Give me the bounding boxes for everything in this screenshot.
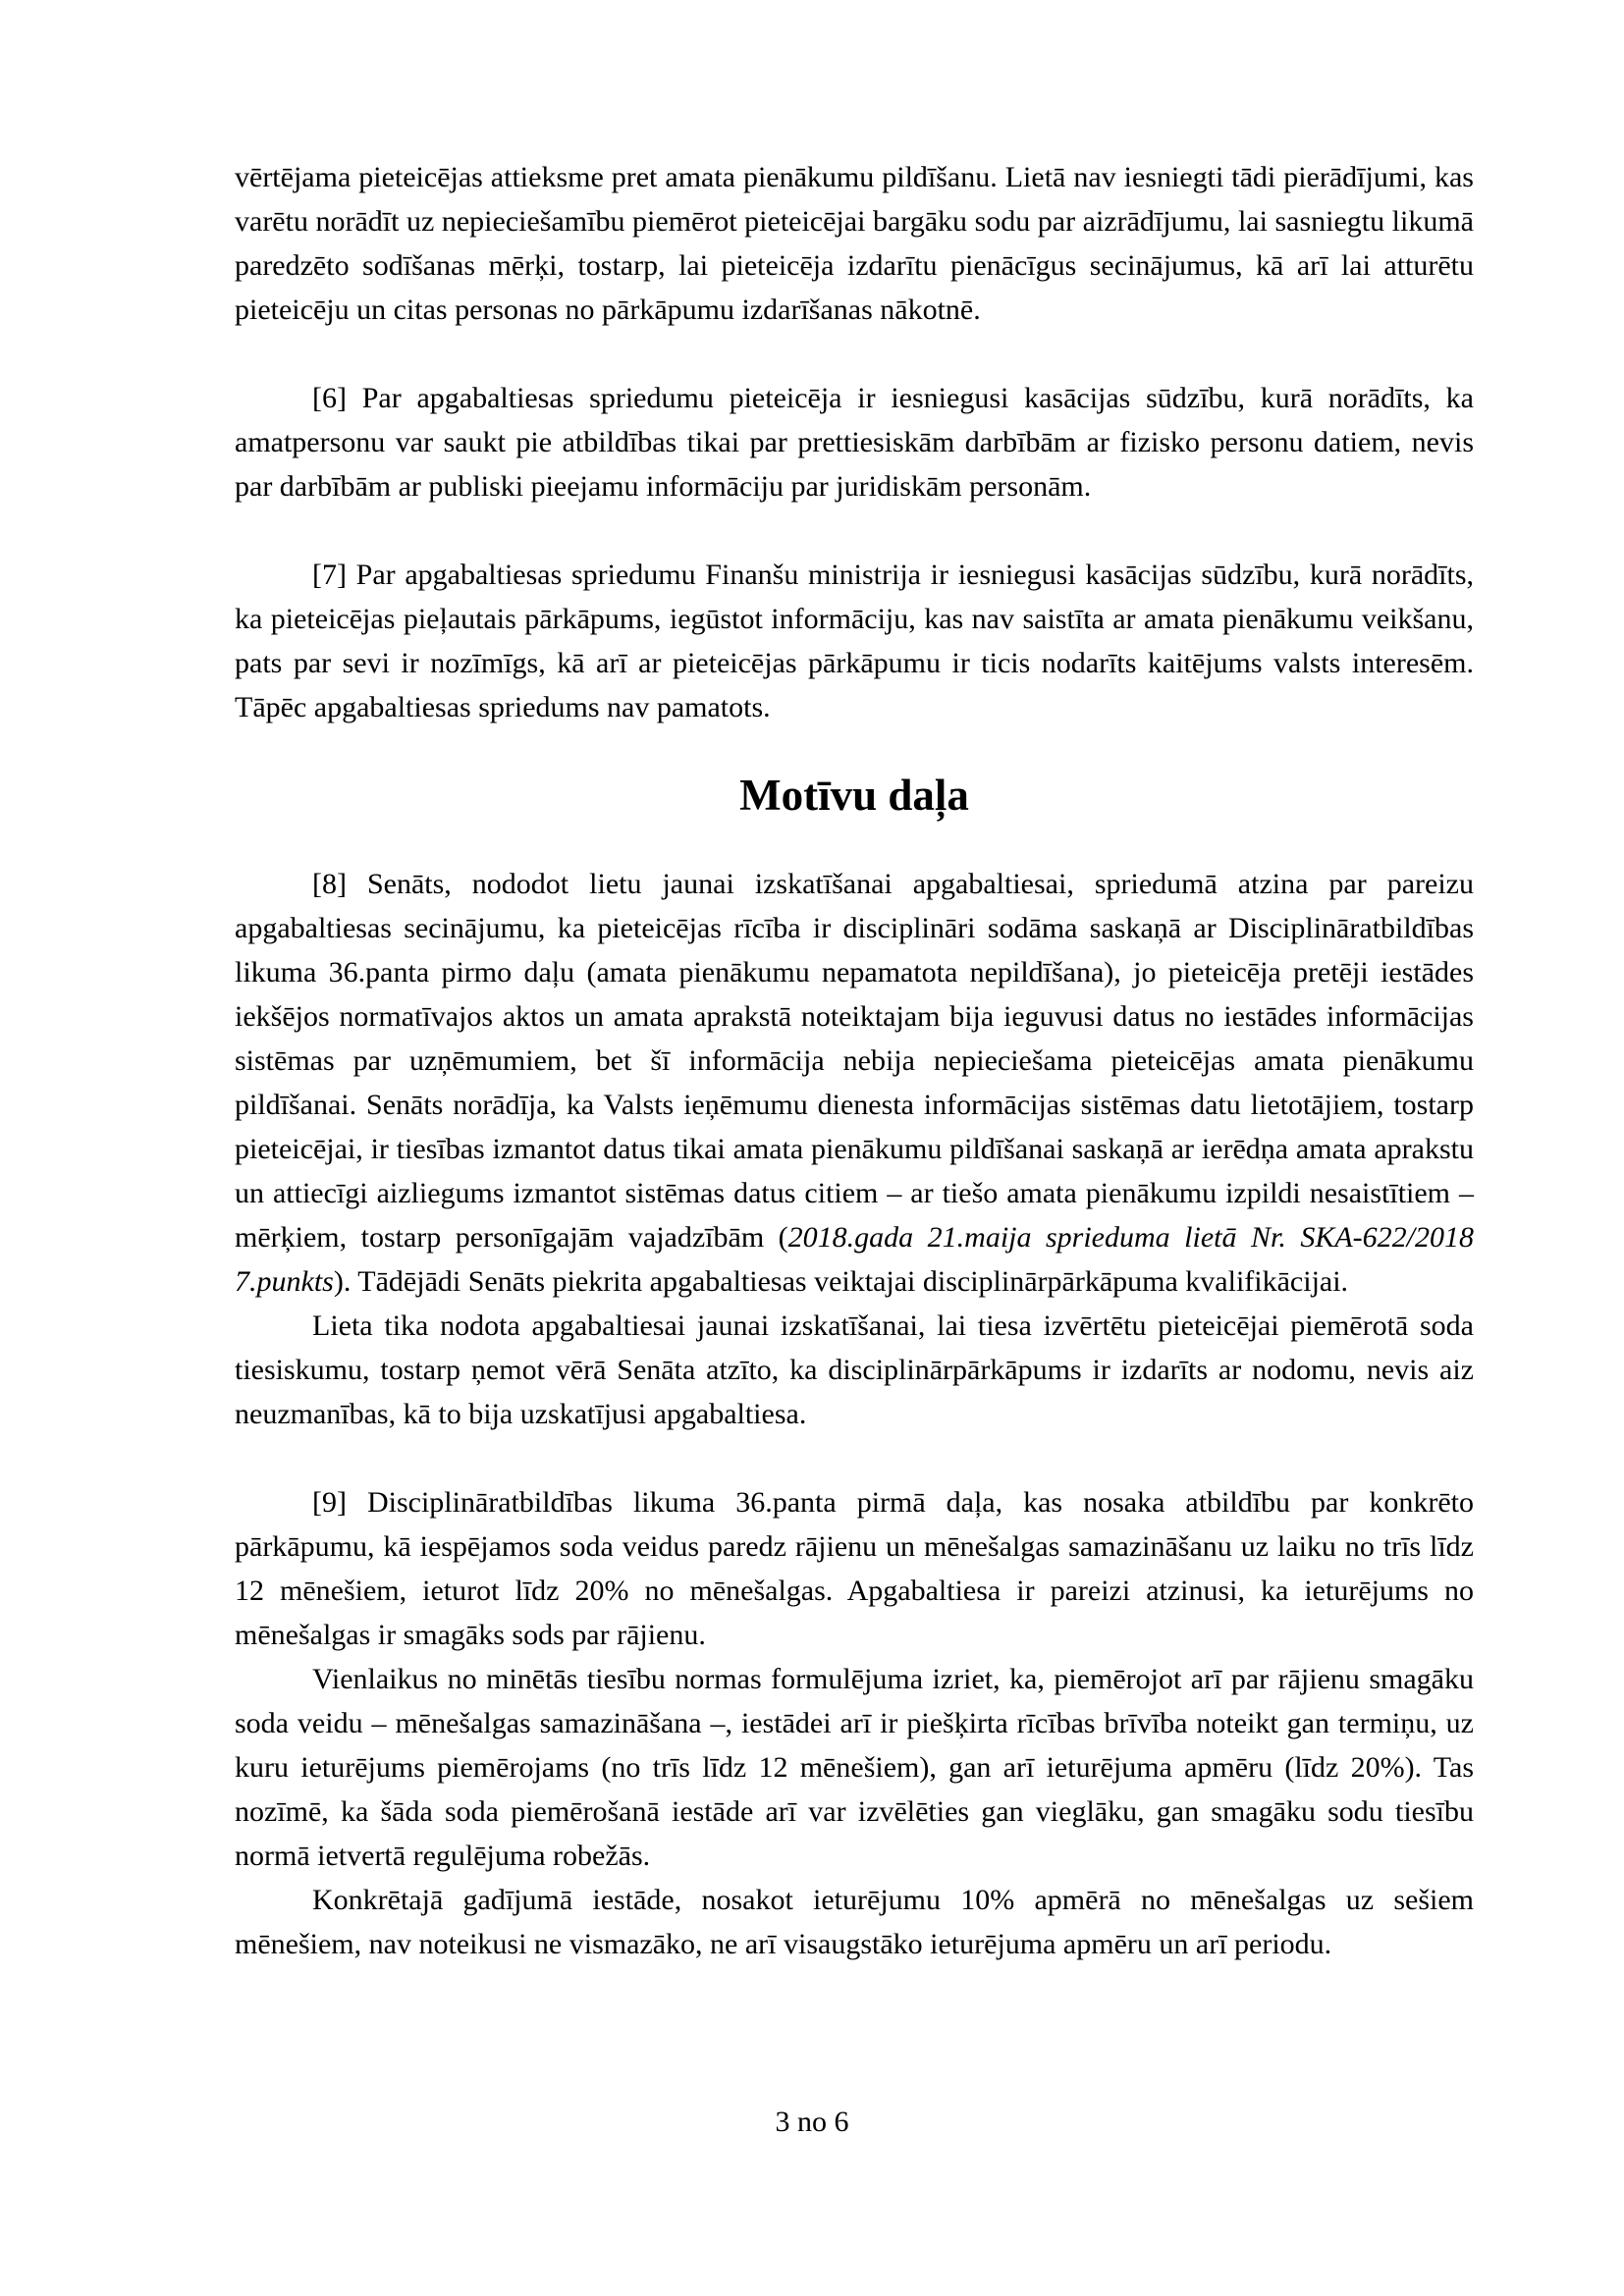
paragraph-8-text-a: [8] Senāts, nododot lietu jaunai izskatīšanai apgabaltiesai, spriedumā atzina par pareizu apgabaltiesas secinājumu, ka pieteicējas rīcība ir disciplināri sodāma saskaņā ar Disciplināratbildības likuma 36.panta pirmo daļu (amata pienākumu nepamatota nepildīšana), jo pieteicēja pretēji iestādes iekšējos normatīvajos aktos un amata aprakstā noteiktajam bija ieguvusi datus no iestādes informācijas sistēmas par uzņēmumiem, bet šī informācija nebija nepieciešama pieteicējas amata pienākumu pildīšanai. Senāts norādīja, ka Valsts ieņēmumu dienesta informācijas sistēmas datu lietotājiem, tostarp pieteicējai, ir tiesības izmantot datus tikai amata pienākumu pildīšanai saskaņā ar ierēdņa amata aprakstu un attiecīgi aizliegums izmantot sistēmas datus citiem – ar tiešo amata pienākumu izpildi nesaistītiem – mērķiem, tostarp personīgajām vajadzībām (	[235, 868, 1474, 1254]
paragraph-intro: vērtējama pieteicējas attieksme pret amata pienākumu pildīšanu. Lietā nav iesniegti tādi pierādījumi, kas varētu norādīt uz nepieciešamību piemērot pieteicējai bargāku sodu par aizrādījumu, lai sasniegtu likumā paredzēto sodīšanas mērķi, tostarp, lai pieteicēja izdarītu pienācīgus secinājumus, kā arī lai atturētu pieteicēju un citas personas no pārkāpumu izdarīšanas nākotnē.	[235, 161, 1474, 326]
paragraph-7: [7] Par apgabaltiesas spriedumu Finanšu ministrija ir iesniegusi kasācijas sūdzību, kurā norādīts, ka pieteicējas pieļautais pārkāpums, iegūstot informāciju, kas nav saistīta ar amata pienākumu veikšanu, pats par sevi ir nozīmīgs, kā arī ar pieteicējas pārkāpumu ir ticis nodarīts kaitējums valsts interesēm. Tāpēc apgabaltiesas spriedums nav pamatots.	[235, 559, 1474, 723]
section-heading: Motīvu daļa	[739, 771, 969, 820]
paragraph-9: [9] Disciplināratbildības likuma 36.panta pirmā daļa, kas nosaka atbildību par konkrēto pārkāpumu, kā iespējamos soda veidus paredz rājienu un mēnešalgas samazināšanu uz laiku no trīs līdz 12 mēnešiem, ieturot līdz 20% no mēnešalgas. Apgabaltiesa ir pareizi atzinusi, ka ieturējums no mēnešalgas ir smagāks sods par rājienu.	[235, 1486, 1474, 1651]
paragraph-9-continued-1: Vienlaikus no minētās tiesību normas formulējuma izriet, ka, piemērojot arī par rājienu smagāku soda veidu – mēnešalgas samazināšana –, iestādei arī ir piešķirta rīcības brīvība noteikt gan termiņu, uz kuru ieturējums piemērojams (no trīs līdz 12 mēnešiem), gan arī ieturējuma apmēru (līdz 20%). Tas nozīmē, ka šāda soda piemērošanā iestāde arī var izvēlēties gan vieglāku, gan smagāku sodu tiesību normā ietvertā regulējuma robežās.	[235, 1663, 1474, 1872]
paragraph-8-citation: 2018.gada 21.maija sprieduma lietā Nr. SKA-622/2018 7.punkts	[235, 1221, 1474, 1298]
paragraph-6: [6] Par apgabaltiesas spriedumu pieteicēja ir iesniegusi kasācijas sūdzību, kurā norādīts, ka amatpersonu var saukt pie atbildības tikai par prettiesiskām darbībām ar fizisko personu datiem, nevis par darbībām ar publiski pieejamu informāciju par juridiskām personām.	[235, 382, 1474, 503]
paragraph-8	[235, 862, 1474, 1304]
paragraph-8-continued: Lieta tika nodota apgabaltiesai jaunai izskatīšanai, lai tiesa izvērtētu pieteicējai piemērotā soda tiesiskumu, tostarp ņemot vērā Senāta atzīto, ka disciplinārpārkāpums ir izdarīts ar nodomu, nevis aiz neuzmanības, kā to bija uzskatījusi apgabaltiesa.	[235, 1309, 1474, 1430]
paragraph-9-continued-2: Konkrētajā gadījumā iestāde, nosakot ieturējumu 10% apmērā no mēnešalgas uz sešiem mēnešiem, nav noteikusi ne vismazāko, ne arī visaugstāko ieturējuma apmēru un arī periodu.	[235, 1884, 1474, 1960]
document-page	[235, 155, 1474, 1966]
page-number: 3 no 6	[775, 2106, 849, 2138]
paragraph-8-text-b: ). Tādējādi Senāts piekrita apgabaltiesas veiktajai disciplinārpārkāpuma kvalifikācijai.	[333, 1265, 1349, 1298]
